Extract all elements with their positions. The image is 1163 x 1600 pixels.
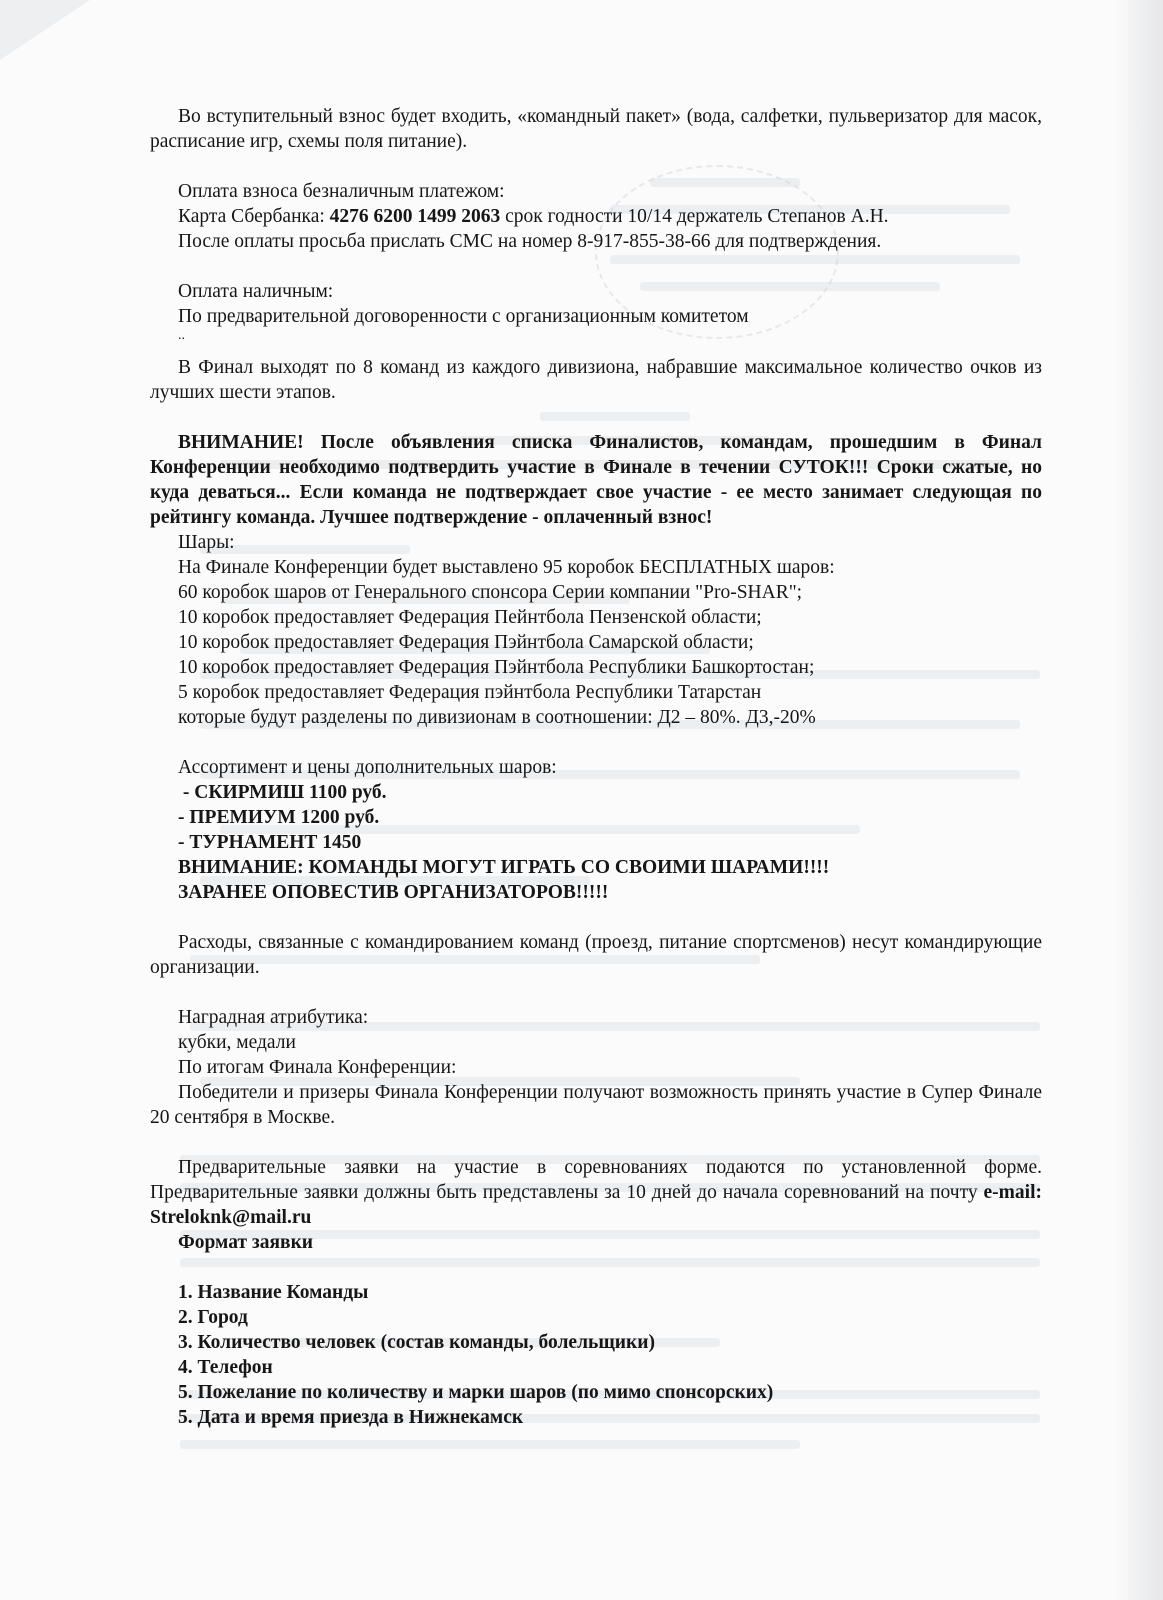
final-qualification-paragraph: В Финал выходят по 8 команд из каждого дивизиона, набравшие максимальное количество очков из лучших шести этапов. xyxy=(150,357,1042,403)
assortment-heading: Ассортимент и цены дополнительных шаров: xyxy=(178,757,557,778)
card-line xyxy=(150,204,1042,229)
card-prefix: Карта Сбербанка: xyxy=(178,206,330,227)
balls-line: 10 коробок предоставляет Федерация Пейнтбола Пензенской области; xyxy=(178,607,762,628)
expenses-paragraph: Расходы, связанные с командированием команд (проезд, питание спортсменов) несут командирующие организации. xyxy=(150,932,1042,978)
balls-line: 60 коробок шаров от Генерального спонсора Серии компании "Pro-SHAR"; xyxy=(178,582,803,603)
applications-text: Предварительные заявки на участие в соревнованиях подаются по установленной форме. Предварительные заявки должны быть представлены за 10 дней до начала соревнований на почту xyxy=(150,1157,1042,1203)
cash-payment-text: По предварительной договоренности с организационным комитетом xyxy=(178,306,749,327)
price-item-skirmish: - СКИРМИШ 1100 руб. xyxy=(178,782,387,803)
results-heading: По итогам Финала Конференции: xyxy=(178,1057,457,1078)
format-item: 2. Город xyxy=(178,1307,248,1328)
format-item: 3. Количество человек (состав команды, болельщики) xyxy=(178,1332,655,1353)
price-item-premium: - ПРЕМИУМ 1200 руб. xyxy=(178,807,380,828)
balls-heading: Шары: xyxy=(178,532,235,553)
scan-edge-shadow xyxy=(1113,0,1163,1600)
applications-paragraph xyxy=(150,1155,1042,1230)
own-balls-warning: ВНИМАНИЕ: КОМАНДЫ МОГУТ ИГРАТЬ СО СВОИМИ ШАРАМИ!!!! xyxy=(178,857,830,878)
cash-payment-heading: Оплата наличным: xyxy=(178,281,334,302)
page-corner-fold xyxy=(0,0,90,60)
format-heading: Формат заявки xyxy=(178,1232,314,1253)
awards-heading: Наградная атрибутика: xyxy=(178,1007,369,1028)
balls-line: 10 коробок предоставляет Федерация Пэйнтбола Самарской области; xyxy=(178,632,754,653)
balls-line: 5 коробок предоставляет Федерация пэйнтбола Республики Татарстан xyxy=(178,682,762,703)
entry-fee-package-paragraph: Во вступительный взнос будет входить, «командный пакет» (вода, салфетки, пульверизатор для масок, расписание игр, схемы поля питание). xyxy=(150,106,1042,152)
confirmation-warning: ВНИМАНИЕ! После объявления списка Финалистов, командам, прошедшим в Финал Конференции необходимо подтвердить участие в Финале в течении СУТОК!!! Сроки сжатые, но куда деваться... Если команда не подтверждает свое участие - ее место занимает следующая по рейтингу команда. Лучшее подтверждение - оплаченный взнос! xyxy=(150,432,1042,528)
cashless-payment-heading: Оплата взноса безналичным платежом: xyxy=(178,181,505,202)
format-item: 5. Пожелание по количеству и марки шаров (по мимо спонсорских) xyxy=(178,1382,774,1403)
document-body xyxy=(150,104,1042,1430)
card-number: 4276 6200 1499 2063 xyxy=(329,206,501,227)
results-text: Победители и призеры Финала Конференции получают возможность принять участие в Супер Финале 20 сентября в Москве. xyxy=(150,1082,1042,1128)
format-item: 5. Дата и время приезда в Нижнекамск xyxy=(178,1407,524,1428)
stray-mark: .. xyxy=(178,328,185,343)
notify-organizers-warning: ЗАРАНЕЕ ОПОВЕСТИВ ОРГАНИЗАТОРОВ!!!!! xyxy=(178,882,609,903)
card-suffix: срок годности 10/14 держатель Степанов А.Н. xyxy=(500,206,889,227)
balls-line: На Финале Конференции будет выставлено 95 коробок БЕСПЛАТНЫХ шаров: xyxy=(178,557,835,578)
balls-line: 10 коробок предоставляет Федерация Пэйнтбола Республики Башкортостан; xyxy=(178,657,815,678)
sms-note: После оплаты просьба прислать СМС на номер 8-917-855-38-66 для подтверждения. xyxy=(178,231,882,252)
awards-items: кубки, медали xyxy=(178,1032,296,1053)
format-item: 4. Телефон xyxy=(178,1357,273,1378)
contact-email: e-mail: Streloknk@mail.ru xyxy=(150,1182,1042,1228)
price-item-tournament: - ТУРНАМЕНТ 1450 xyxy=(178,832,362,853)
format-item: 1. Название Команды xyxy=(178,1282,369,1303)
balls-line: которые будут разделены по дивизионам в соотношении: Д2 – 80%. Д3,-20% xyxy=(178,707,816,728)
